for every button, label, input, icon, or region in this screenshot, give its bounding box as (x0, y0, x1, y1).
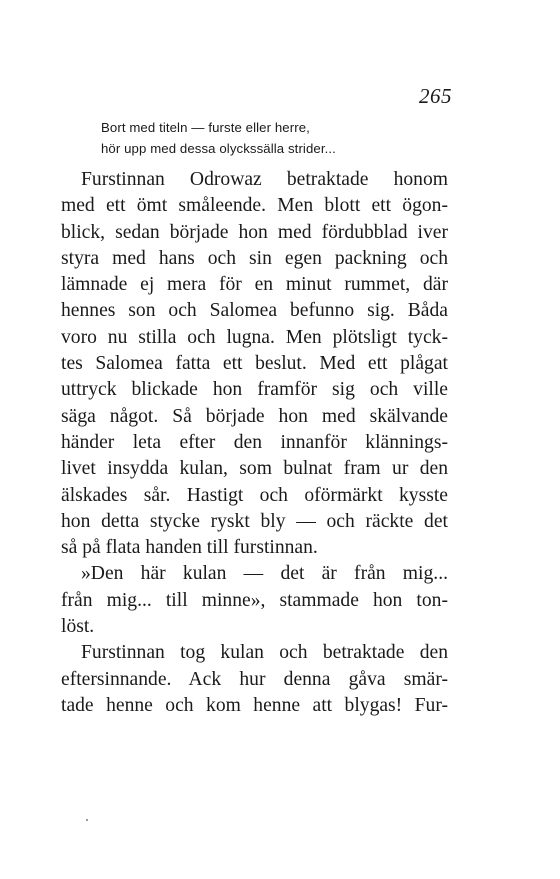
text-line: Furstinnan tog kulan och betraktade den (81, 642, 448, 664)
body-text (61, 167, 448, 719)
text-line: löst. (61, 616, 95, 638)
text-line: blick, sedan började hon med fördubblad iver (61, 221, 448, 243)
text-line: lämnade ej mera för en minut rummet, där (61, 274, 448, 296)
text-line: Furstinnan Odrowaz betraktade honom (81, 169, 448, 190)
epigraph-line: hör upp med dessa olyckssälla strider... (101, 141, 336, 156)
epigraph (101, 117, 431, 159)
text-line: så på flata handen till furstinnan. (61, 537, 318, 559)
text-line: tes Salomea fatta ett beslut. Med ett plågat (61, 353, 448, 375)
text-line: älskades sår. Hastigt och oförmärkt kysste (61, 484, 448, 506)
text-line: »Den här kulan — det är från mig... (81, 563, 448, 585)
text-line: från mig... till minne», stammade hon ton- (61, 589, 448, 611)
text-line: hon detta stycke ryskt bly — och räckte det (61, 510, 448, 532)
text-line: händer leta efter den innanför klännings- (61, 431, 448, 453)
text-line: livet insydda kulan, som bulnat fram ur den (61, 458, 448, 480)
text-line: tade henne och kom henne att blygas! Fur- (61, 694, 448, 716)
text-line: uttryck blickade hon framför sig och ville (61, 379, 448, 401)
paragraph (61, 561, 448, 640)
text-line: säga något. Så började hon med skälvande (61, 405, 448, 427)
paragraph (61, 640, 448, 719)
epigraph-line: Bort med titeln — furste eller herre, (101, 120, 310, 135)
text-line: styra med hans och sin egen packning och (61, 247, 448, 269)
paragraph (61, 167, 448, 561)
text-line: eftersinnande. Ack hur denna gåva smär- (61, 668, 448, 690)
page-number: 265 (419, 84, 452, 108)
text-line: hennes son och Salomea befunno sig. Båda (61, 300, 448, 322)
text-line: med ett ömt småleende. Men blott ett ögon- (61, 195, 448, 217)
paper-speck (86, 819, 88, 821)
text-line: voro nu stilla och lugna. Men plötsligt tyck- (61, 326, 448, 348)
